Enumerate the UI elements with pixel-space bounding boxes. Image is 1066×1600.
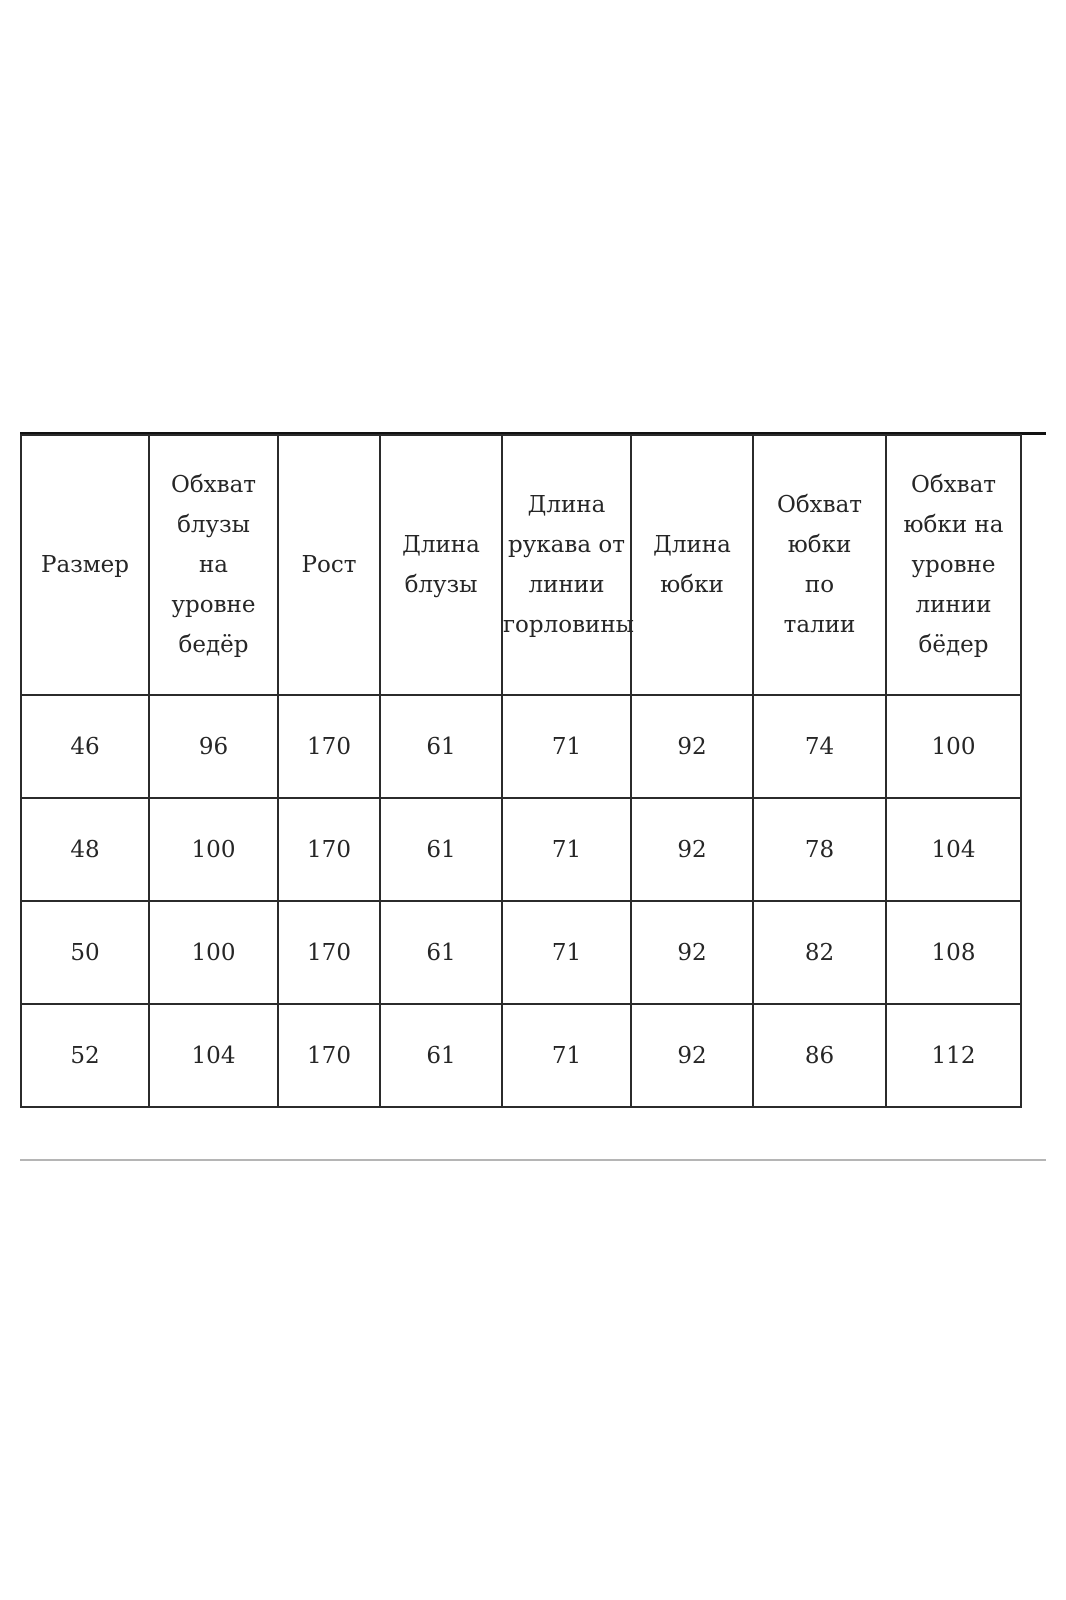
- header-blouse-hip-girth: Обхват блузы на уровне бедёр: [149, 435, 278, 695]
- cell-height: 170: [278, 695, 380, 798]
- header-skirt-length: Длина юбки: [631, 435, 753, 695]
- cell-skirt-length: 92: [631, 1004, 753, 1107]
- cell-blouse-length: 61: [380, 798, 502, 901]
- header-skirt-hip-girth: Обхват юбки на уровне линии бёдер: [886, 435, 1021, 695]
- header-blouse-length: Длина блузы: [380, 435, 502, 695]
- table-row: [21, 798, 1021, 901]
- table-row: [21, 695, 1021, 798]
- cell-size: 46: [21, 695, 149, 798]
- cell-blouse-length: 61: [380, 695, 502, 798]
- size-chart-table: [20, 434, 1022, 1108]
- header-size: Размер: [21, 435, 149, 695]
- cell-sleeve-length: 71: [502, 695, 631, 798]
- cell-height: 170: [278, 1004, 380, 1107]
- cell-size: 52: [21, 1004, 149, 1107]
- cell-skirt-waist-girth: 86: [753, 1004, 886, 1107]
- cell-skirt-hip-girth: 108: [886, 901, 1021, 1004]
- cell-blouse-hip-girth: 100: [149, 798, 278, 901]
- table-row: [21, 901, 1021, 1004]
- cell-height: 170: [278, 798, 380, 901]
- cell-blouse-length: 61: [380, 901, 502, 1004]
- cell-sleeve-length: 71: [502, 901, 631, 1004]
- cell-size: 50: [21, 901, 149, 1004]
- cell-blouse-length: 61: [380, 1004, 502, 1107]
- cell-blouse-hip-girth: 96: [149, 695, 278, 798]
- cell-size: 48: [21, 798, 149, 901]
- header-sleeve-length: Длина рукава от линии горловины: [502, 435, 631, 695]
- cell-skirt-hip-girth: 104: [886, 798, 1021, 901]
- cell-sleeve-length: 71: [502, 798, 631, 901]
- table-header-row: [21, 435, 1021, 695]
- cell-skirt-waist-girth: 82: [753, 901, 886, 1004]
- cell-skirt-waist-girth: 74: [753, 695, 886, 798]
- cell-blouse-hip-girth: 104: [149, 1004, 278, 1107]
- cell-skirt-length: 92: [631, 901, 753, 1004]
- header-height: Рост: [278, 435, 380, 695]
- cell-height: 170: [278, 901, 380, 1004]
- cell-skirt-length: 92: [631, 798, 753, 901]
- header-skirt-waist-girth: Обхват юбки по талии: [753, 435, 886, 695]
- bottom-divider: [20, 1159, 1046, 1161]
- table-row: [21, 1004, 1021, 1107]
- cell-sleeve-length: 71: [502, 1004, 631, 1107]
- cell-skirt-waist-girth: 78: [753, 798, 886, 901]
- cell-skirt-hip-girth: 112: [886, 1004, 1021, 1107]
- cell-skirt-length: 92: [631, 695, 753, 798]
- cell-skirt-hip-girth: 100: [886, 695, 1021, 798]
- cell-blouse-hip-girth: 100: [149, 901, 278, 1004]
